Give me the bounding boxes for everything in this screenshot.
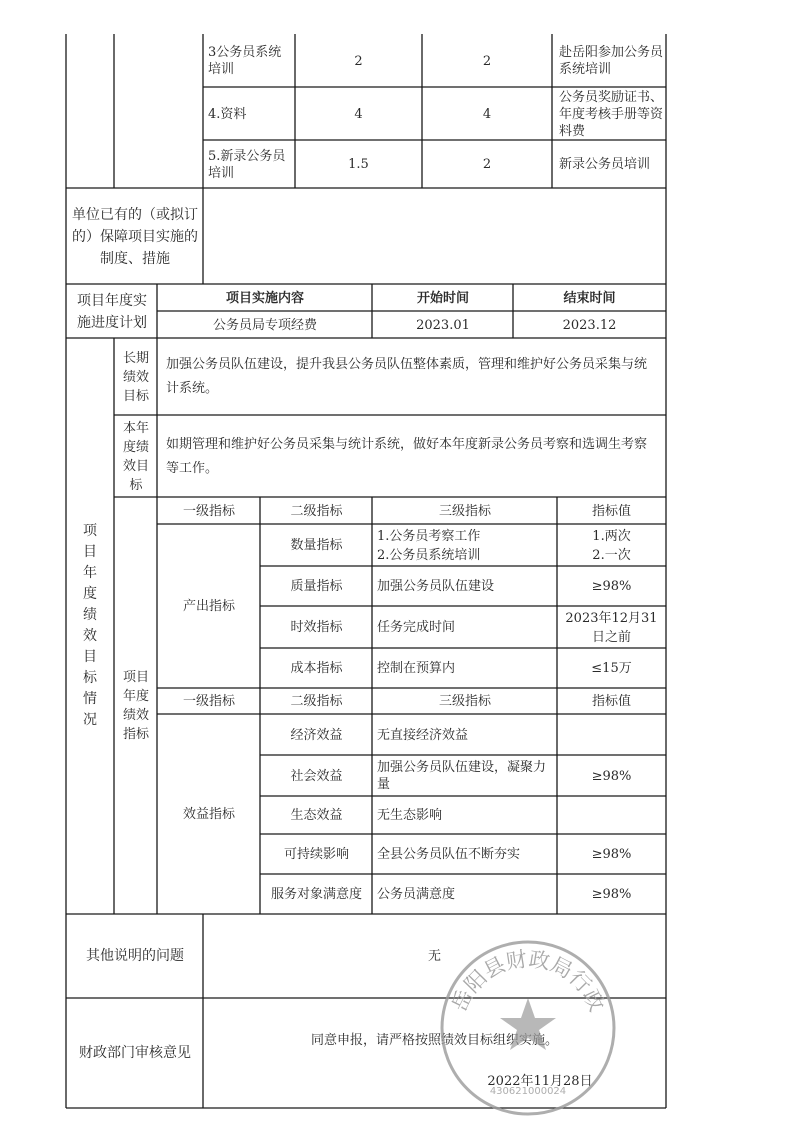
output-l3-quality: 加强公务员队伍建设 <box>377 579 495 594</box>
cost-item-1: 3公务员系统培训 <box>208 45 282 77</box>
benefit-l2-satisfaction: 服务对象满意度 <box>270 886 362 902</box>
schedule-end: 2023.12 <box>562 317 617 333</box>
other-value: 无 <box>427 949 441 964</box>
cost-value-3b: 2 <box>482 157 492 172</box>
benefit-l2-economic: 经济效益 <box>290 727 343 743</box>
output-l2-cost: 成本指标 <box>290 661 343 676</box>
benefit-label: 效益指标 <box>182 807 235 822</box>
benefit-l2-sustainable: 可持续影响 <box>283 847 349 862</box>
ind-header-l3: 三级指标 <box>438 503 491 519</box>
output-value-quantity-b: 2.一次 <box>592 547 631 563</box>
cost-value-3a: 1.5 <box>348 157 369 172</box>
cost-value-2b: 4 <box>482 106 492 122</box>
output-label: 产出指标 <box>182 599 235 614</box>
schedule-header-start: 开始时间 <box>416 290 469 306</box>
benefit-value-satisfaction: ≥98% <box>591 887 632 902</box>
cost-note-3: 新录公务员培训 <box>559 157 651 172</box>
stamp-code: 430621000024 <box>489 1086 567 1097</box>
ind-header2-l3: 三级指标 <box>438 694 491 709</box>
schedule-content: 公务员局专项经费 <box>212 317 317 333</box>
cost-value-1b: 2 <box>482 53 492 69</box>
benefit-l2-social: 社会效益 <box>290 768 343 784</box>
schedule-label: 项目年度实施进度计划 <box>77 292 147 331</box>
output-value-cost: ≤15万 <box>591 661 632 676</box>
cost-value-1a: 2 <box>354 53 363 69</box>
ind-header-value: 指标值 <box>591 503 631 519</box>
cost-note-2: 公务员奖励证书、年度考核手册等资料费 <box>559 89 664 139</box>
long-term-text: 加强公务员队伍建设，提升我县公务员队伍整体素质，管理和维护好公务员采集与统计系统。 <box>166 357 648 396</box>
output-value-quality: ≥98% <box>591 579 632 594</box>
benefit-l3-social: 加强公务员队伍建设，凝聚力量 <box>377 760 547 792</box>
benefit-l3-sustainable: 全县公务员队伍不断夯实 <box>377 847 521 862</box>
benefit-l3-economic: 无直接经济效益 <box>377 727 469 743</box>
schedule-header-end: 结束时间 <box>563 290 616 306</box>
cost-item-2: 4.资料 <box>208 106 247 122</box>
ind-header-l2: 二级指标 <box>290 503 343 519</box>
annual-label: 本年度绩效目标 <box>122 420 149 493</box>
output-value-timeliness: 2023年12月31日之前 <box>565 610 658 645</box>
stamp-text: 岳阳县财政局行政 <box>447 946 609 1016</box>
ind-header2-l1: 一级指标 <box>182 694 235 709</box>
output-l3-quantity-a: 1.公务员考察工作 <box>377 528 481 544</box>
finance-opinion: 同意申报，请严格按照绩效目标组织实施。 <box>310 1032 558 1048</box>
output-l2-timeliness: 时效指标 <box>290 620 343 635</box>
ind-header2-value: 指标值 <box>591 694 631 709</box>
other-label: 其他说明的问题 <box>86 948 184 964</box>
goals-section-label: 项目年度绩效目标情况 <box>83 523 97 728</box>
output-l2-quality: 质量指标 <box>290 579 343 594</box>
output-l2-quantity: 数量指标 <box>290 538 343 553</box>
cost-note-1: 赴岳阳参加公务员系统培训 <box>559 45 664 77</box>
benefit-value-economic <box>558 715 665 755</box>
benefit-l3-satisfaction: 公务员满意度 <box>377 887 456 902</box>
ind-header2-l2: 二级指标 <box>290 694 343 709</box>
schedule-header-content: 项目实施内容 <box>225 290 304 306</box>
benefit-l3-ecological: 无生态影响 <box>377 808 443 823</box>
long-term-label: 长期绩效目标 <box>122 350 149 404</box>
output-value-quantity-a: 1.两次 <box>592 528 631 544</box>
annual-text: 如期管理和维护好公务员采集与统计系统，做好本年度新录公务员考察和选调生考察等工作。 <box>166 436 648 476</box>
finance-date: 2022年11月28日 <box>487 1073 593 1089</box>
indicator-label: 项目年度绩效指标 <box>122 670 149 742</box>
measures-value <box>204 189 665 284</box>
output-l3-cost: 控制在预算内 <box>377 661 456 676</box>
output-l3-timeliness: 任务完成时间 <box>377 620 456 635</box>
finance-label: 财政部门审核意见 <box>79 1045 191 1061</box>
benefit-value-social: ≥98% <box>591 768 632 784</box>
benefit-value-ecological <box>558 797 665 834</box>
benefit-value-sustainable: ≥98% <box>591 847 632 862</box>
official-stamp <box>436 936 620 1120</box>
cost-item-3: 5.新录公务员培训 <box>208 148 286 181</box>
cost-value-2a: 4 <box>354 106 363 122</box>
measures-label: 单位已有的（或拟订的）保障项目实施的制度、措施 <box>72 206 198 267</box>
ind-header-l1: 一级指标 <box>182 503 235 519</box>
schedule-start: 2023.01 <box>416 317 470 333</box>
output-l3-quantity-b: 2.公务员系统培训 <box>377 547 481 563</box>
benefit-l2-ecological: 生态效益 <box>290 808 343 823</box>
